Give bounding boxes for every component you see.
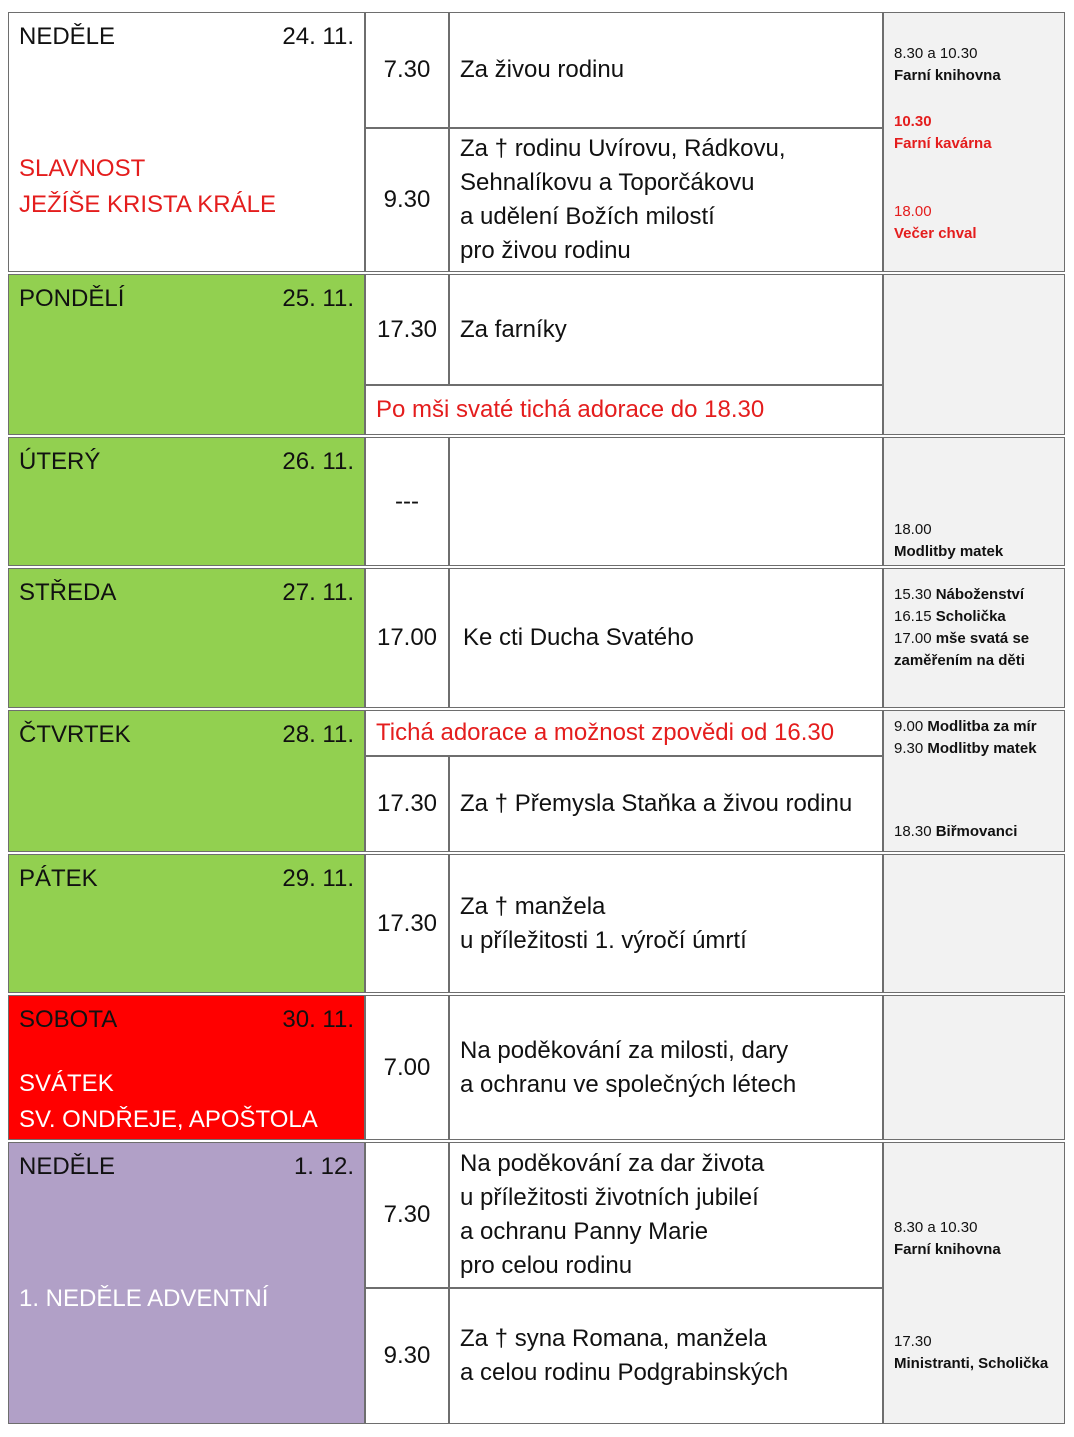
event-item: 15.30 Náboženství [894, 586, 1025, 603]
event-item: 17.00 mše svatá se zaměřením na děti [894, 630, 1030, 669]
mass-intention: Za farníky [449, 274, 883, 385]
day-date: 29. 11. [282, 865, 354, 892]
events-cell [883, 274, 1065, 435]
day-date: 30. 11. [282, 1006, 354, 1033]
events-cell [883, 854, 1065, 993]
mass-time: 17.30 [365, 274, 449, 385]
day-cell-monday [8, 274, 365, 435]
event-item: 10.30 Farní kavárna [894, 113, 992, 152]
event-item: 18.30 Biřmovanci [894, 823, 1018, 840]
day-name: SOBOTA [19, 1006, 118, 1033]
day-date: 24. 11. [282, 23, 354, 50]
mass-intention: Na poděkování za milosti, dary a ochranu ve společných létech [449, 995, 883, 1140]
mass-intention: Za živou rodinu [449, 12, 883, 128]
event-item: 16.15 Scholička [894, 608, 1006, 625]
events-cell [883, 1142, 1065, 1424]
events-cell [883, 995, 1065, 1140]
confession-note: Tichá adorace a možnost zpovědi od 16.30 [365, 710, 883, 756]
mass-intention: Za † rodinu Uvírovu, Rádkovu, Sehnalíkovu a Toporčákovu a udělení Božích milostí pro živou rodinu [449, 128, 883, 272]
day-cell-sunday-1 [8, 12, 365, 272]
mass-intention: Ke cti Ducha Svatého [449, 568, 883, 708]
mass-time: 9.30 [365, 1288, 449, 1424]
mass-time: 7.30 [365, 1142, 449, 1288]
event-item: 8.30 a 10.30 Farní knihovna [894, 45, 1001, 84]
day-date: 25. 11. [282, 285, 354, 312]
mass-time: 17.30 [365, 854, 449, 993]
mass-time: 7.30 [365, 12, 449, 128]
mass-intention: Za † syna Romana, manžela a celou rodinu Podgrabinských [449, 1288, 883, 1424]
day-date: 27. 11. [282, 579, 354, 606]
day-date: 28. 11. [282, 721, 354, 748]
day-date: 1. 12. [293, 1153, 354, 1180]
mass-intention: Na poděkování za dar života u příležitosti životních jubileí a ochranu Panny Marie pro celou rodinu [449, 1142, 883, 1288]
mass-time: 17.30 [365, 756, 449, 852]
event-item: 18.00 Večer chval [894, 203, 977, 242]
event-item: 9.30 Modlitby matek [894, 740, 1037, 757]
day-cell-thursday [8, 710, 365, 852]
day-date: 26. 11. [282, 448, 354, 475]
mass-time: --- [365, 437, 449, 566]
day-cell-sunday-2 [8, 1142, 365, 1424]
events-cell [883, 12, 1065, 272]
events-cell [883, 568, 1065, 708]
day-name: NEDĚLE [19, 1153, 116, 1180]
day-name: ČTVRTEK [19, 721, 131, 748]
event-item: 9.00 Modlitba za mír [894, 718, 1037, 735]
feast-title: SLAVNOST JEŽÍŠE KRISTA KRÁLE [19, 155, 276, 218]
event-item: 17.30 Ministranti, Scholička [894, 1333, 1049, 1372]
feast-title: SVÁTEK SV. ONDŘEJE, APOŠTOLA [19, 1070, 318, 1133]
day-name: PONDĚLÍ [19, 285, 125, 312]
day-cell-tuesday [8, 437, 365, 566]
feast-title: 1. NEDĚLE ADVENTNÍ [19, 1285, 269, 1312]
day-name: ÚTERÝ [19, 448, 101, 475]
mass-intention: Za † Přemysla Staňka a živou rodinu [449, 756, 883, 852]
mass-intention [449, 437, 883, 566]
adoration-note: Po mši svaté tichá adorace do 18.30 [365, 385, 883, 435]
day-cell-wednesday [8, 568, 365, 708]
day-cell-saturday [8, 995, 365, 1140]
day-name: PÁTEK [19, 865, 98, 892]
day-name: STŘEDA [19, 579, 117, 606]
event-item: 18.00 Modlitby matek [894, 521, 1004, 560]
mass-time: 17.00 [365, 568, 449, 708]
mass-time: 9.30 [365, 128, 449, 272]
day-cell-friday [8, 854, 365, 993]
day-name: NEDĚLE [19, 23, 116, 50]
mass-time: 7.00 [365, 995, 449, 1140]
mass-intention: Za † manžela u příležitosti 1. výročí úmrtí [449, 854, 883, 993]
events-cell [883, 710, 1065, 852]
events-cell [883, 437, 1065, 566]
event-item: 8.30 a 10.30 Farní knihovna [894, 1219, 1001, 1258]
